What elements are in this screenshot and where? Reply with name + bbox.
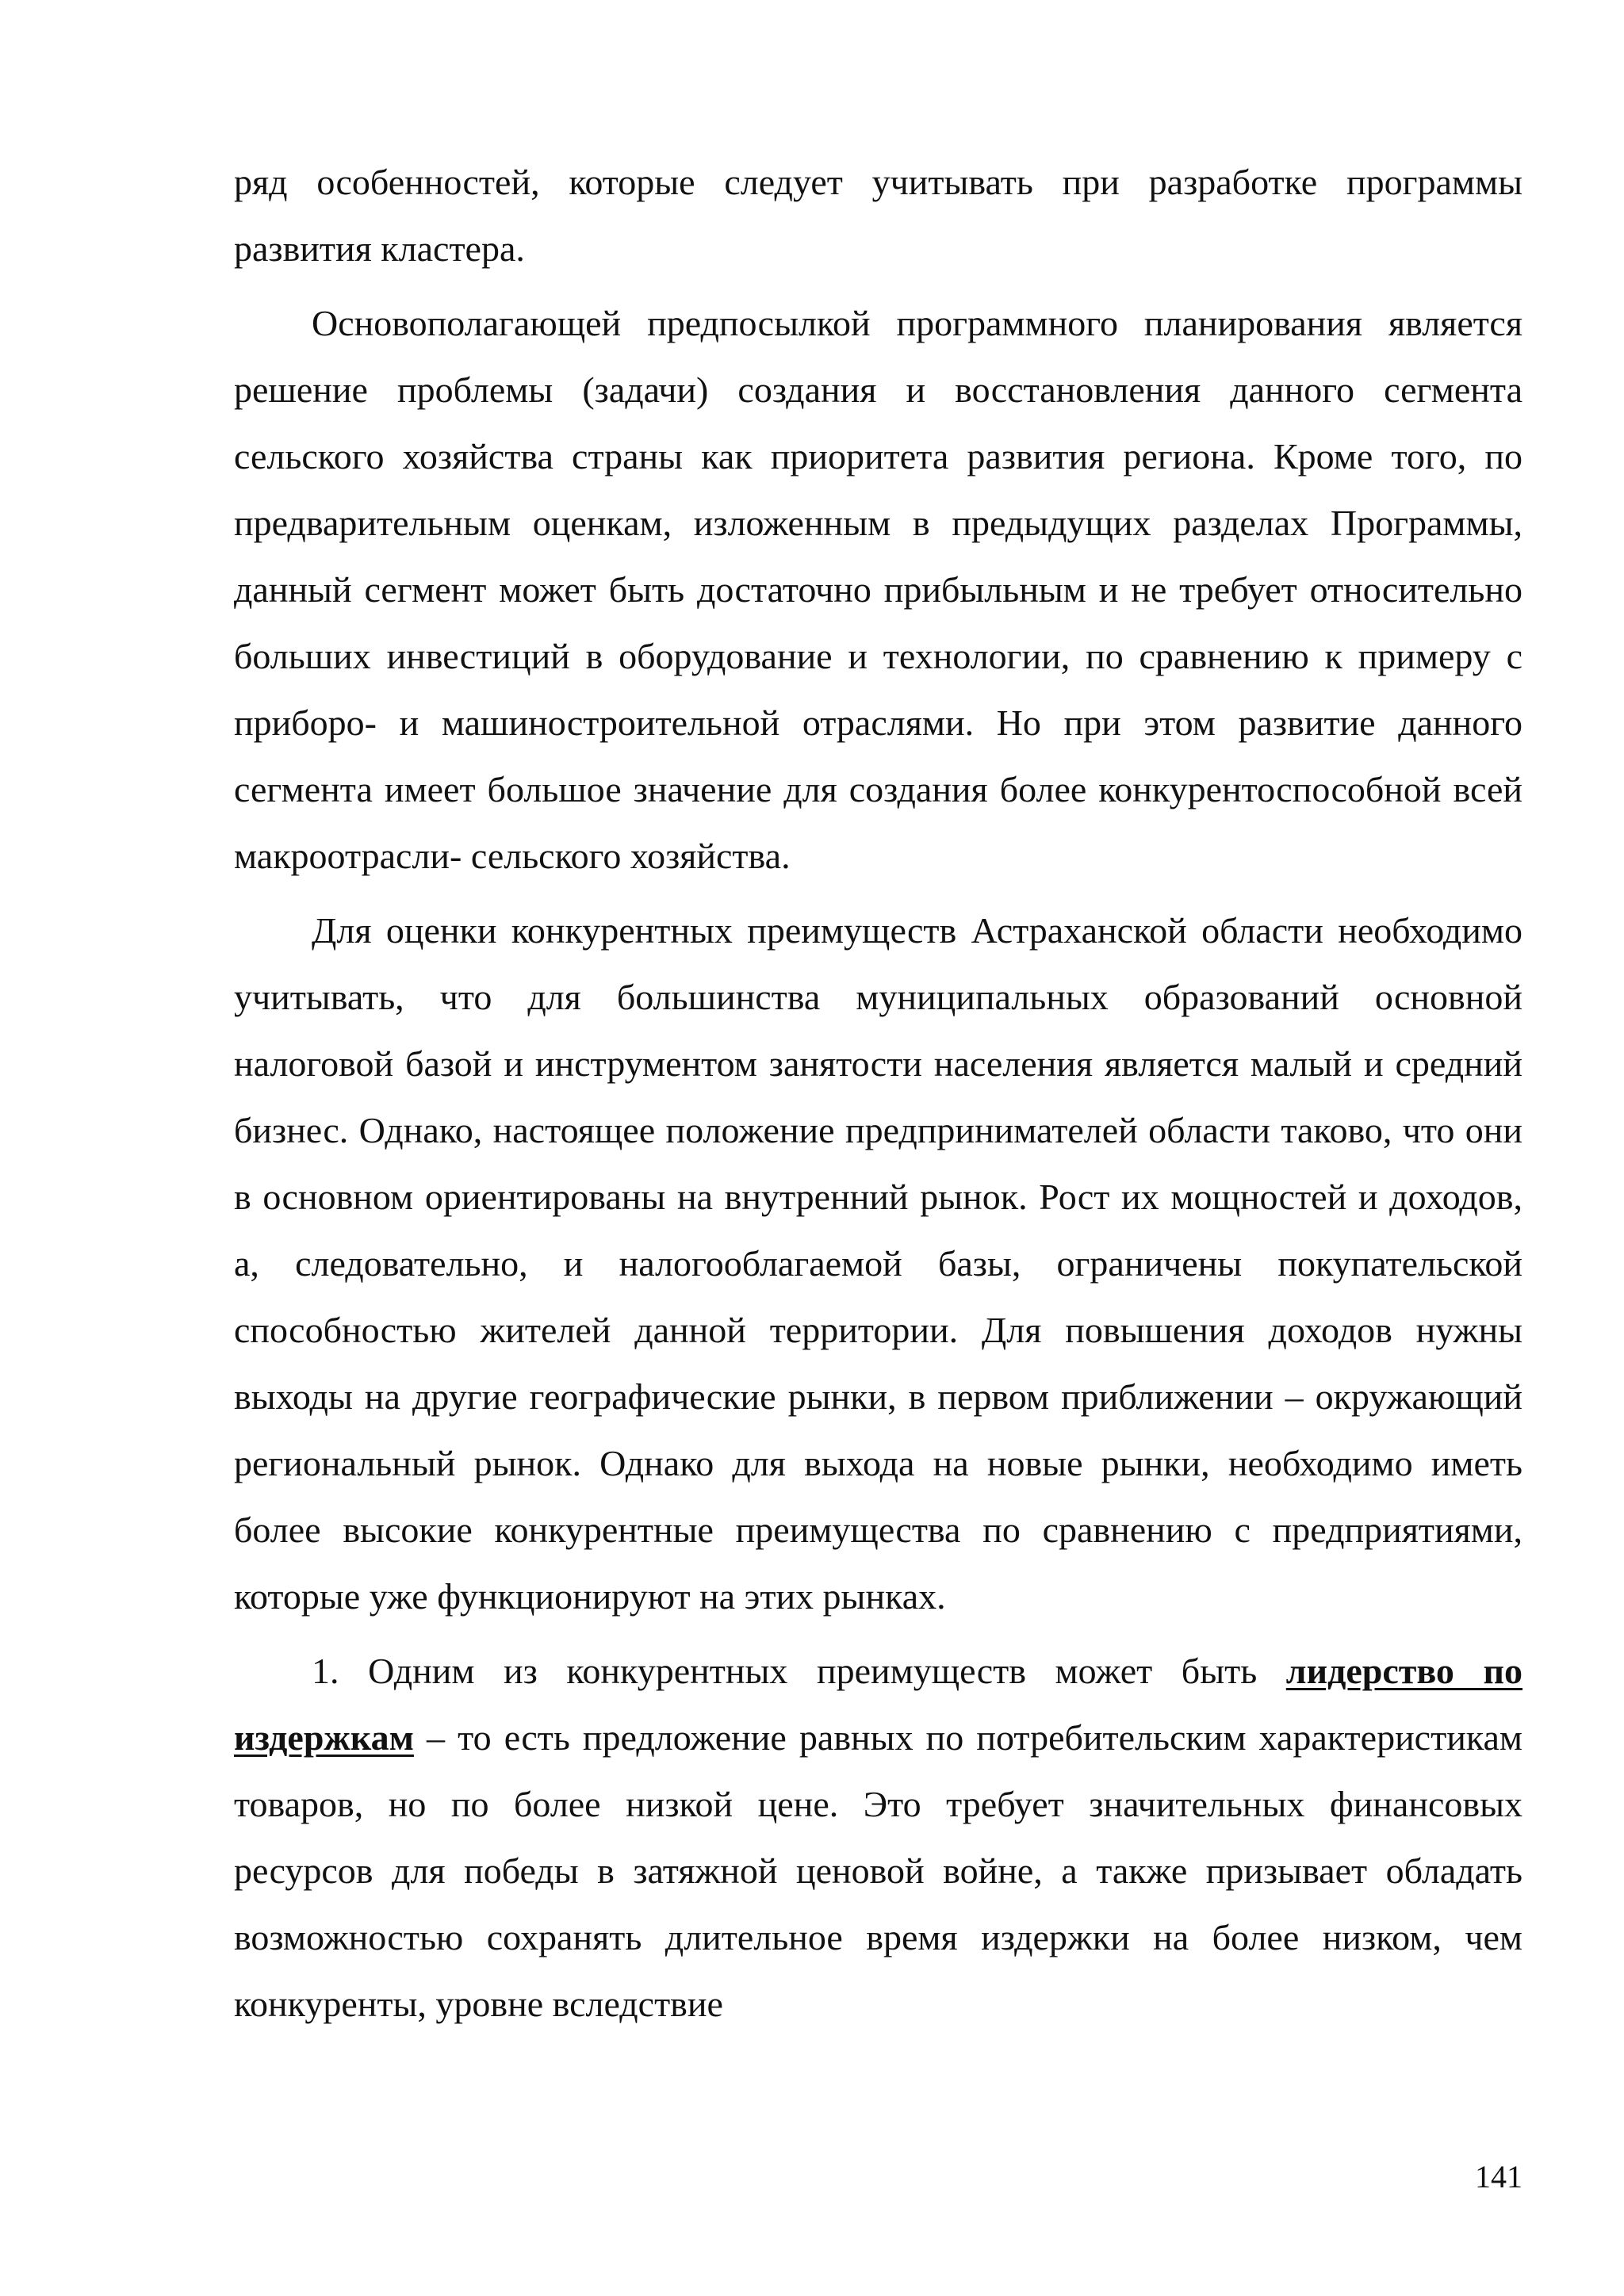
cost-leadership-prefix: 1. Одним из конкурентных преимуществ может быть — [312, 1651, 1286, 1691]
paragraph-program-planning: Основополагающей предпосылкой программного планирования является решение проблемы (задачи) создания и восстановления данного сегмента сельского хозяйства страны как приоритета развития региона. Кроме того, по предварительным оценкам, изложенным в предыдущих разделах Программы, данный сегмент может быть достаточно прибыльным и не требует относительно больших инвестиций в оборудование и технологии, по сравнению к примеру с приборо- и машиностроительной отраслями. Но при этом развитие данного сегмента имеет большое значение для создания более конкурентоспособной всей макроотрасли- сельского хозяйства. — [234, 303, 1522, 876]
paragraph-intro-continuation: ряд особенностей, которые следует учитывать при разработке программы развития кластера. — [234, 162, 1522, 269]
document-page — [234, 149, 1522, 2038]
paragraph-competitive-advantages: Для оценки конкурентных преимуществ Астраханской области необходимо учитывать, что для большинства муниципальных образований основной налоговой базой и инструментом занятости населения является малый и средний бизнес. Однако, настоящее положение предпринимателей области таково, что они в основном ориентированы на внутренний рынок. Рост их мощностей и доходов, а, следовательно, и налогооблагаемой базы, ограничены покупательской способностью жителей данной территории. Для повышения доходов нужны выходы на другие географические рынки, в первом приближении – окружающий региональный рынок. Однако для выхода на новые рынки, необходимо иметь более высокие конкурентные преимущества по сравнению с предприятиями, которые уже функционируют на этих рынках. — [234, 910, 1522, 1617]
cost-leadership-suffix: – то есть предложение равных по потребительским характеристикам товаров, но по более низкой цене. Это требует значительных финансовых ресурсов для победы в затяжной ценовой войне, а также призывает обладать возможностью сохранять длительное время издержки на более низком, чем конкуренты, уровне вследствие — [234, 1717, 1522, 2024]
cost-leadership-term: лидерство по издержкам — [234, 1651, 1523, 1758]
paragraph-cost-leadership — [234, 1638, 1522, 2038]
page-number: 141 — [1475, 2159, 1522, 2195]
